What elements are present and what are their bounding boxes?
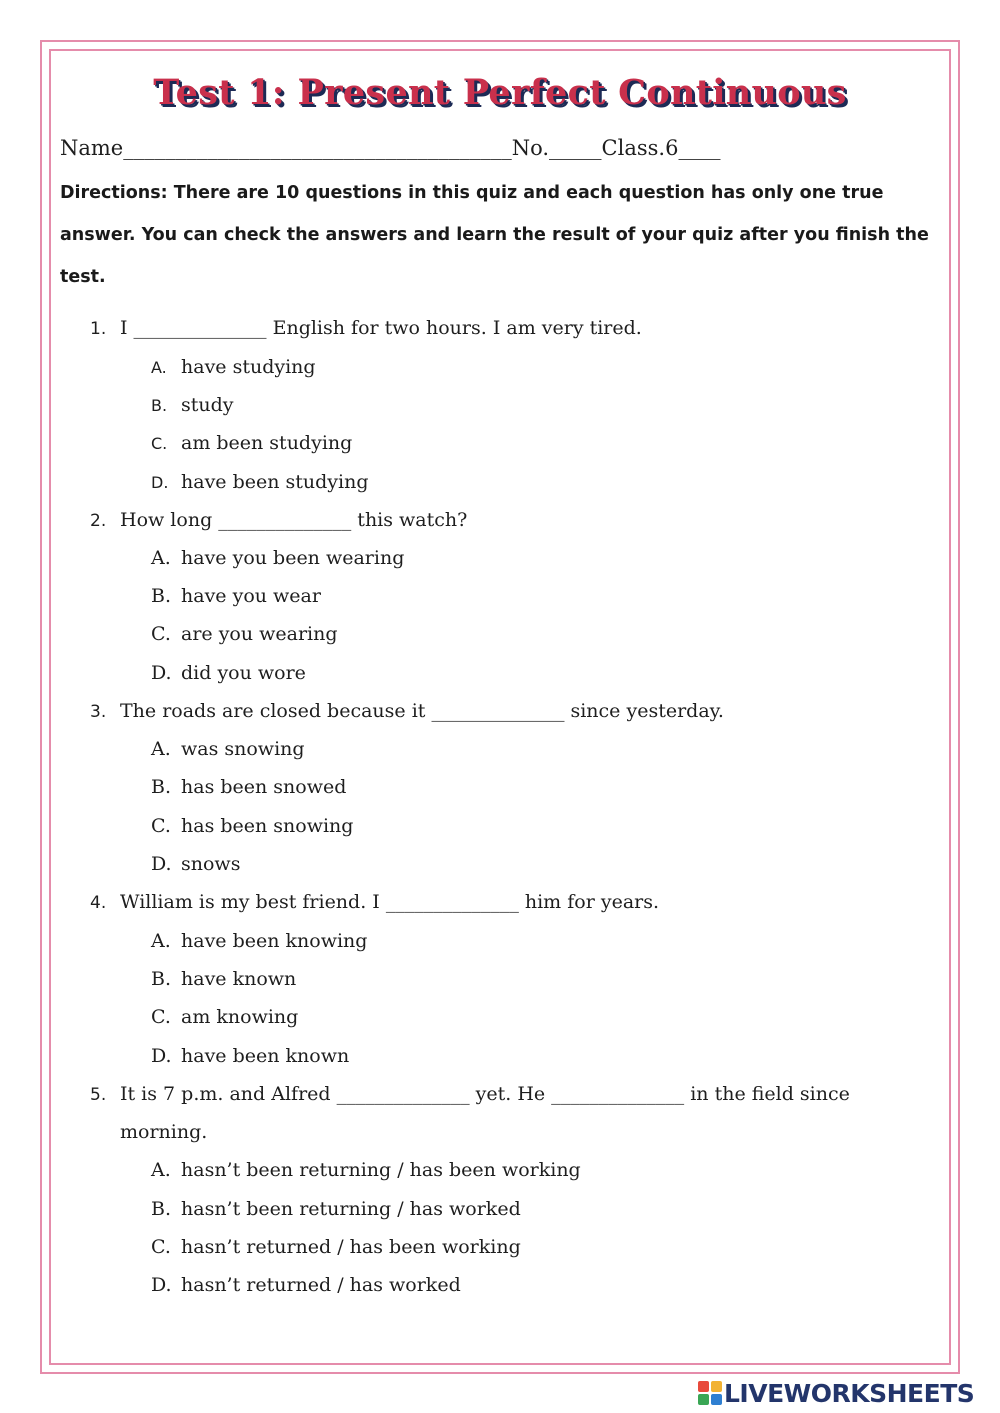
option-letter: D. <box>151 1045 172 1067</box>
option-4c <box>151 1006 298 1028</box>
option-letter: C. <box>151 815 171 837</box>
option-2c <box>151 623 338 645</box>
option-2a <box>151 547 404 569</box>
question-4 <box>90 891 659 913</box>
option-text: hasn’t returned / has been working <box>181 1236 521 1258</box>
option-text: have been studying <box>181 471 369 493</box>
option-letter: B. <box>151 396 168 415</box>
option-letter: C. <box>151 434 168 453</box>
option-text: study <box>181 394 234 416</box>
question-1 <box>90 317 642 339</box>
option-text: has been snowing <box>181 815 354 837</box>
question-text: It is 7 p.m. and Alfred ______________ yet. He ______________ in the field since <box>120 1083 850 1105</box>
name-number-class-line: Name_____________________________________No._____Class.6____ <box>60 136 721 160</box>
option-letter: C. <box>151 623 171 645</box>
option-letter: C. <box>151 1236 171 1258</box>
question-text: William is my best friend. I ______________ him for years. <box>120 891 660 913</box>
option-4a <box>151 930 367 952</box>
option-4b <box>151 968 296 990</box>
option-5a <box>151 1159 581 1181</box>
option-letter: B. <box>151 776 172 798</box>
option-3d <box>151 853 240 875</box>
option-letter: A. <box>151 930 171 952</box>
question-5-continuation: morning. <box>120 1121 208 1143</box>
question-number: 3. <box>90 702 107 722</box>
option-text: have been known <box>181 1045 350 1067</box>
option-letter: B. <box>151 1198 172 1220</box>
option-text: are you wearing <box>181 623 338 645</box>
option-text: have you wear <box>181 585 321 607</box>
option-text: hasn’t been returning / has worked <box>181 1198 521 1220</box>
option-letter: B. <box>151 585 172 607</box>
question-5 <box>90 1083 850 1105</box>
option-3a <box>151 738 305 760</box>
option-text: am knowing <box>181 1006 299 1028</box>
option-2b <box>151 585 321 607</box>
option-text: did you wore <box>181 662 306 684</box>
option-text: have studying <box>181 356 316 378</box>
option-5c <box>151 1236 521 1258</box>
option-letter: D. <box>151 1274 172 1296</box>
option-letter: B. <box>151 968 172 990</box>
option-letter: A. <box>151 358 167 377</box>
option-1c <box>151 432 352 454</box>
option-letter: A. <box>151 1159 171 1181</box>
question-number: 1. <box>90 319 107 339</box>
question-text: I ______________ English for two hours. I am very tired. <box>120 317 642 339</box>
option-letter: A. <box>151 547 171 569</box>
directions-text: Directions: There are 10 questions in this quiz and each question has only one true answer. You can check the answers and learn the result of your quiz after you finish the test. <box>60 183 929 287</box>
option-4d <box>151 1045 349 1067</box>
option-letter: A. <box>151 738 171 760</box>
question-number: 4. <box>90 893 107 913</box>
page-title: Test 1: Present Perfect Continuous <box>153 72 847 113</box>
liveworksheets-logo-icon <box>698 1381 722 1405</box>
liveworksheets-logo-text: LIVEWORKSHEETS <box>724 1378 975 1408</box>
question-text: How long ______________ this watch? <box>120 509 468 531</box>
option-2d <box>151 662 306 684</box>
option-text: have known <box>181 968 297 990</box>
option-1a <box>151 356 316 378</box>
option-text: has been snowed <box>181 776 347 798</box>
question-2 <box>90 509 467 531</box>
question-text: The roads are closed because it ______________ since yesterday. <box>120 700 724 722</box>
option-3c <box>151 815 353 837</box>
option-text: hasn’t returned / has worked <box>181 1274 461 1296</box>
question-number: 5. <box>90 1085 107 1105</box>
option-letter: D. <box>151 473 169 492</box>
option-letter: C. <box>151 1006 171 1028</box>
option-5d <box>151 1274 461 1296</box>
option-letter: D. <box>151 853 172 875</box>
option-text: am been studying <box>181 432 353 454</box>
question-3 <box>90 700 724 722</box>
option-5b <box>151 1198 521 1220</box>
option-text: snows <box>181 853 241 875</box>
option-1b <box>151 394 234 416</box>
option-text: hasn’t been returning / has been working <box>181 1159 581 1181</box>
option-letter: D. <box>151 662 172 684</box>
option-3b <box>151 776 346 798</box>
question-number: 2. <box>90 511 107 531</box>
option-text: have you been wearing <box>181 547 405 569</box>
option-1d <box>151 471 369 493</box>
liveworksheets-logo <box>698 1378 974 1408</box>
option-text: was snowing <box>181 738 305 760</box>
option-text: have been knowing <box>181 930 368 952</box>
